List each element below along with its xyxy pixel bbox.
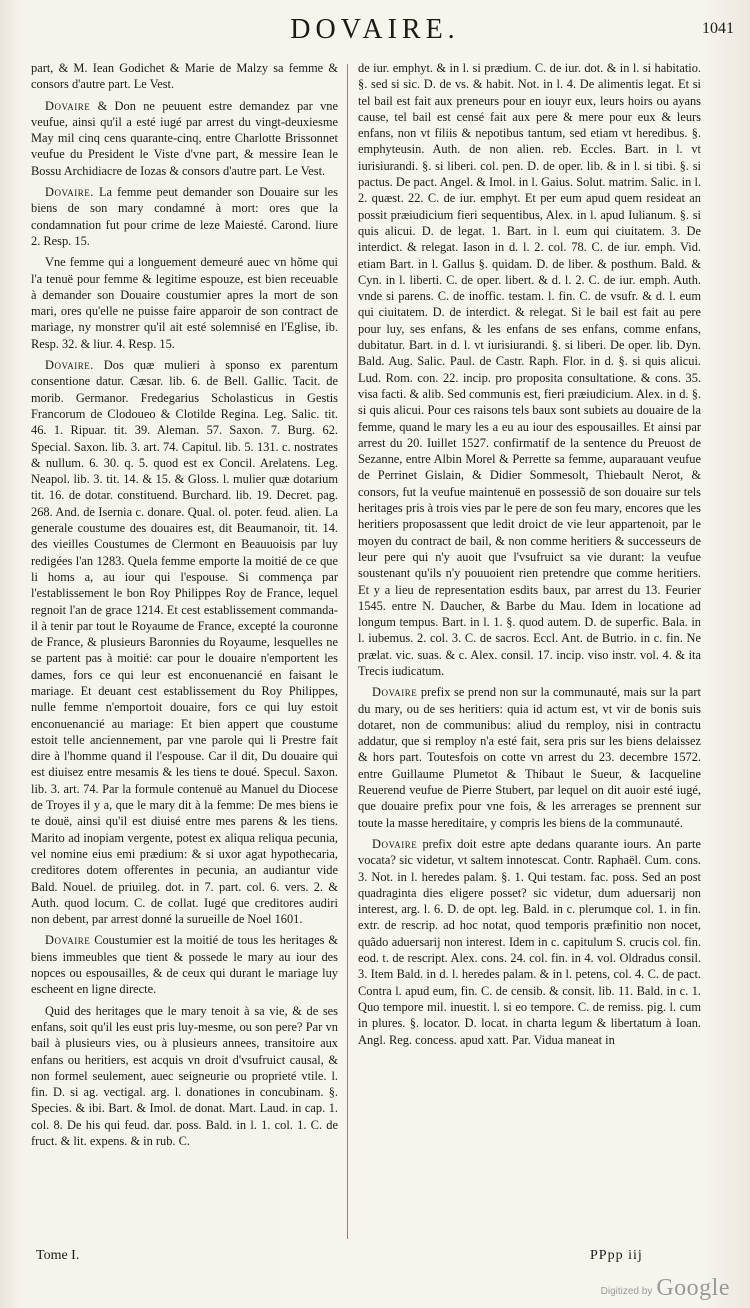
paragraph: Quid des heritages que le mary tenoit à sa vie, & de ses enfans, soit qu'il les eust pris luy-mesme, ou son pere? Par vn bail à plusieurs vies, ou à plusieurs annees, transitoire aux enfans ou heritiers, est acquis vn droit d'vsufruict causal, & non formel seulement, auec seigneurie ou proprieté vtile. l. fin. D. si ag. vectigal. arg. l. donationes in concubinam. §. Species. & ibi. Bart. & Imol. de donat. Mart. Laud. in cap. 1. col. 8. De his qui feud. dar. poss. Bald. in l. 1. col. 1. C. de fruct. & lit. expens. & in rub. C.	[31, 1003, 338, 1148]
entry-lead: Dovaire	[372, 836, 418, 851]
entry-lead: Dovaire	[45, 933, 91, 948]
paragraph	[31, 184, 338, 249]
paragraph: Vne femme qui a longuement demeuré auec vn hõme qui l'a tenuë pour femme & legitime espouze, est bien receuable à demander son Douaire coustumier apres la mort de son mari, ores qu'elle ne puisse faire apparoir de son contract de mariage, ny monstrer qu'il ait esté solemnisé en l'Eglise, ib. Resp. 32. & liur. 4. Resp. 15.	[31, 255, 338, 351]
column-divider	[347, 64, 348, 1239]
digitized-watermark	[470, 1272, 730, 1302]
paragraph	[31, 98, 338, 179]
entry-text: La femme peut demander son Douaire sur les biens de son mary condamné à mort: ores que la condamnation fut pour crime de leze Maiesté. Carond. liure 2. Resp. 15.	[31, 185, 338, 248]
entry-text: & Don ne peuuent estre demandez par vne veufue, ainsi qu'il a esté iugé par arrest du vingt-deuxiesme May mil cinq cens quarante-cinq, entre Charlotte Brissonnet veufue du President le Viste d'vne part, & messire Iean le Bossu Archidiacre de Iozas & consors d'autre part. Le Vest.	[31, 98, 338, 178]
running-header-title: DOVAIRE.	[290, 14, 460, 45]
watermark-prefix: Digitized by	[600, 1286, 653, 1297]
signature-mark: PPpp iij	[590, 1248, 643, 1263]
page-number: 1041	[702, 20, 734, 37]
entry-text: Coustumier est la moitié de tous les heritages & biens immeubles que tient & possede le mary au iour des nopces ou espousailles, & de ceux qui durant le mariage luy escheent en ligne directe.	[31, 933, 338, 997]
entry-lead: Dovaire.	[45, 185, 94, 200]
entry-text: prefix se prend non sur la communauté, mais sur la part du mary, ou de ses heritiers: quia id actum est, vt vir de bonis suis dotaret, non de communibus: aliud du remploy, nisi in contractu addatur, que si remploy n'a esté fait, sera pris sur les biens delaissez & hors part. Toutesfois on cotte vn arrest du 23. decembre 1572. entre Guillaume Plumetot & Thibaut le Sueur, & Iacqueline Reuerend veufue de Pierre Stubert, par lequel on dit auoir esté iugé, que douaire prefix pour vne fois, & les arrerages se prennent sur toute la masse hereditaire, y compris les biens de la communauté.	[358, 685, 701, 830]
entry-text: Dos quæ mulieri à sponso ex parentum consentione datur. Cæsar. lib. 6. de Bell. Gallic. Tacit. de morib. Germanor. Fredegarius Scholasticus in Gestis Francorum de Clodoueo & Clotilde Regina. Leg. Salic. tit. 46. 1. Ripuar. tit. 39. Aleman. 57. Saxon. 7. Burg. 62. Special. Saxon. lib. 3. art. 74. Capitul. lib. 5. 131. c. nostrates & nullum. 6. 30. q. 5. quod est ex Concil. Arelatens. Leg. Neapol. lib. 3. tit. 14. & 15. & Gloss. l. mulier quæ dotarium tit. 16. de dotar. constituend. Burchard. lib. 19. Decret. pag. 268. And. de Isernia c. donare. Qual. ol. poter. feud. alien. La generale coustume des douaires est, dit Beaumanoir, tit. 14. des vieilles Coustumes de Clermont en Beauuoisis par luy redigées l'an 1283. Quela femme emporte la moitié de ce que li homs a, au iour qui l'espouse. Si commença par l'establissement le bon Roy Philippes Roy de France, lequel regnoit l'an de grace 1214. Et cest establissement commanda-il à tenir par tout le Royaume de France, excepté la couronne de France, & plusieurs Baronnies du Royaume, lesquelles ne se partent pas à moitié: car pour le douaire n'emportent les dames, fors ce qui leur est enconuenancié en faisant le mariage. Et deuant cest establissement du Roy Philippes, nulle femme n'emportoit douaire, fors ce qui luy estoit enconuenancié au mariage: Et bien appert que coustume estoit telle anciennement, par vne parole qui li Prestre fait dire à l'homme quand il l'espouse. Car il dit, Du douaire qui est diuisez entre mesamis & les tiens te doué. Specul. Saxon. lib. 3. art. 74. Par la formule contenuë au Manuel du Diocese de Troyes il y a, que le mary dit à la femme: De mes biens ie te douë, ainsi qu'il est diuisé entre mes parens & les tiens. Marito ad inopiam vergente, potest ex aliqua reliqua pecunia, vel nomine eius emi prædium: & si uxor agat hypothecaria, creditores dotem offerentes in pecunia, an audiantur vide Bald. Nouel. de priuileg. dot. in 7. part. col. 6. vers. 2. & Auth. quod locum. C. de collat. Iugé que creditores audiri non debent, par arrest donné la surueille de Noel 1601.	[31, 358, 338, 927]
volume-label: Tome I.	[36, 1248, 80, 1263]
right-column	[358, 60, 701, 1245]
entry-lead: Dovaire.	[45, 358, 94, 373]
paragraph	[31, 932, 338, 997]
entry-lead: Dovaire	[372, 685, 418, 700]
paragraph	[358, 836, 701, 1048]
paragraph	[358, 684, 701, 831]
entry-text: prefix doit estre apte dedans quarante iours. An parte vocata? sic videtur, vt saltem innotescat. Contr. Raphaël. Cum. cons. 3. Not. in l. heredes palam. §. 1. Qui testam. fac. poss. Sed an post quadraginta dies eligere posset? sic videtur, dum aduersarij non interest, arg. l. 6. D. de opt. leg. Bald. in c. plerumque col. 1. in fin. extr. de rescrip. ad hoc notat, quod temporis præfinitio non nocet, quãdo aduersarij non interest. Idem in c. capitulum S. crucis col. fin. eod. t. de rescript. Alex. cons. 24. col. fin. in 4. vol. Oldradus consil. 3. Item Bald. in d. l. heredes palam. & in l. petens, col. 4. C. de pact. Contra l. apud eum, fin. C. de censib. & consit. lib. 11. Bald. in c. 1. Quo tempore mil. inuestit. l. si eo tempore. C. de remiss. pig. l. cum in plures. §. locator. D. locat. in charta legum & libertatum à Ioan. Angl. Reg. concess. apud xatt. Par. Vidua maneat in	[358, 836, 701, 1047]
paragraph: part, & M. Iean Godichet & Marie de Malzy sa femme & consors d'autre part. Le Vest.	[31, 61, 338, 92]
paragraph	[31, 357, 338, 927]
entry-lead: Dovaire	[45, 98, 91, 113]
left-column	[31, 60, 338, 1245]
paragraph: de iur. emphyt. & in l. si prædium. C. de iur. dot. & in l. si habitatio. §. sed si sic. D. de vs. & habit. Not. in l. 4. De alimentis legat. Et si tel bail est fait aux preneurs pour en iouyr eux, leurs hoirs ou ayans cause, tel bail est censé fait aux pere & mere pour eux & leurs enfans, non vt filiis & nepotibus tantum, sed etiam vt heredibus. §. emphyteusin. Auth. de non alien. reb. Eccles. Bart. in l. vt iurisiurandi. §. si liberi. col. pen. D. de oper. lib. & in l. si tibi. §. si pactus. De pact. Angel. & Imol. in l. Gaius. Solut. matrim. Salic. in l. 2. quæst. 22. C. de iur. emphyt. Et per eum apud quem resideat an possit præiudicium fieri sequentibus, Alex. in l. apud Iulianum. §. si quis alicui. D. de legat. 1. Bart. in l. eum qui ciuitatem. 3. De interdict. & relegat. Iason in d. l. 2. col. 78. C. de iur. emph. Vid. etiam Bart. in l. Gallus §. quidam. D. de liber. & posthum. Bald. & Cyn. in l. liberti. C. de oper. libert. & d. l. 2. C. de iur. emph. Auth. vnde si parens. C. de inoffic. testam. l. fin. C. de vsufr. & d. l. eum qui ciuitatem. D. de interdict. & relegat. Si le bail est fait au pere pour luy, ses enfans, & les enfans de ses enfans, comme enfans, dubitatur. Bart. in d. l. vt iurisiurandi. §. si liberi. De oper. lib. Dyn. Bald. Aug. Salic. Paul. de Castr. Raph. Flor. in d. §. si quis alicui. Lud. Rom. con. 22. incip. pro proposita consultatione. & cons. 35. visa facti. & alib. Sed communis est, fieri præiudicium. Alex. in d. §. si quis alicui. Pour ces raisons tels baux sont subiets au douaire de la femme, quand le mary les a eu au iour des espousailles. Et ainsi par arrest du 20. Iuillet 1527. confirmatif de la sentence du Preuost de Sezanne, entre Albin Morel & Perrette sa femme, auparauant veufue de Perrinet Gislain, & Didier Sommesolt, Thiebault Nerot, & consors, fut la veufue maintenuë en possessiõ de son douaire sur tels heritages pris à trois vies par le pere de son feu mary, encores que les heritiers proposassent que ledit droict de vie leur appartenoit, par le moyen du contract de bail, & non comme heritiers & successeurs de leur pere qui n'y auoit que l'vsufruict sa vie durant: la veufue soustenant qu'ils n'y pouuoient rien pretendre que comme heritiers. Et y a lieu de representation esdits baux, par arrest du 13. Feurier 1545. entre N. Daucher, & Barbe du Mau. Idem in locatione ad longum tempus. Bart. in l. 1. §. quod autem. D. de superfic. Bala. in l. iubemus. 2. col. 3. C. de sacros. Eccl. Ant. de Butrio. in c. fin. Ne prælat. vic. suas. & c. Alex. consil. 17. incip. viso instr. vol. 4. & ita Trecis iudicatum.	[358, 61, 701, 678]
google-logo: Google	[656, 1275, 730, 1301]
